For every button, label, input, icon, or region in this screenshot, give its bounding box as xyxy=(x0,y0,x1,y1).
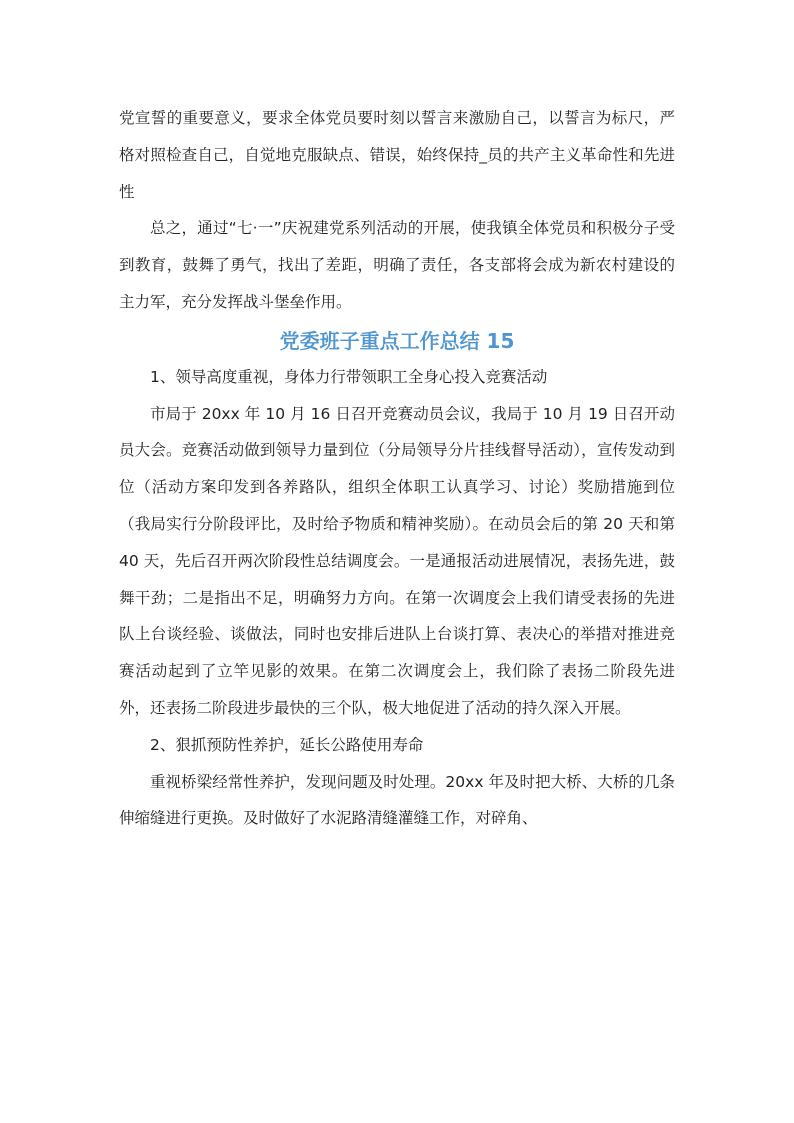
paragraph-body-2: 重视桥梁经常性养护，发现问题及时处理。20xx 年及时把大桥、大桥的几条伸缩缝进行更换。及时做好了水泥路清缝灌缝工作，对碎角、 xyxy=(119,772,675,828)
document-body xyxy=(119,100,675,837)
paragraph-heading-1: 1、领导高度重视，身体力行带领职工全身心投入竞赛活动 xyxy=(150,367,548,386)
paragraph-conclusion: 总之，通过“七·一”庆祝建党系列活动的开展，使我镇全体党员和积极分子受到教育，鼓舞了勇气，找出了差距，明确了责任，各支部将会成为新农村建设的主力军，充分发挥战斗堡垒作用。 xyxy=(119,219,675,311)
paragraph-body-1: 市局于 20xx 年 10 月 16 日召开竞赛动员会议，我局于 10 月 19 日召开动员大会。竞赛活动做到领导力量到位（分局领导分片挂线督导活动），宣传发动到位（活动方案印发到各养路队，组织全体职工认真学习、讨论）奖励措施到位（我局实行分阶段评比，及时给予物质和精神奖励）。在动员会后的第 20 天和第 40 天，先后召开两次阶段性总结调度会。一是通报活动进展情况，表扬先进，鼓舞干劲；二是指出不足，明确努力方向。在第一次调度会上我们请受表扬的先进队上台谈经验、谈做法，同时也安排后进队上台谈打算、表决心的举措对推进竞赛活动起到了立竿见影的效果。在第二次调度会上，我们除了表扬二阶段先进外，还表扬二阶段进步最快的三个队，极大地促进了活动的持久深入开展。 xyxy=(119,404,675,717)
paragraph-continuation: 党宣誓的重要意义，要求全体党员要时刻以誓言来激励自己，以誓言为标尺，严格对照检查自己，自觉地克服缺点、错误，始终保持_员的共产主义革命性和先进性 xyxy=(119,109,675,201)
section-title: 党委班子重点工作总结 15 xyxy=(279,328,515,353)
paragraph-heading-2: 2、狠抓预防性养护，延长公路使用寿命 xyxy=(150,735,424,754)
